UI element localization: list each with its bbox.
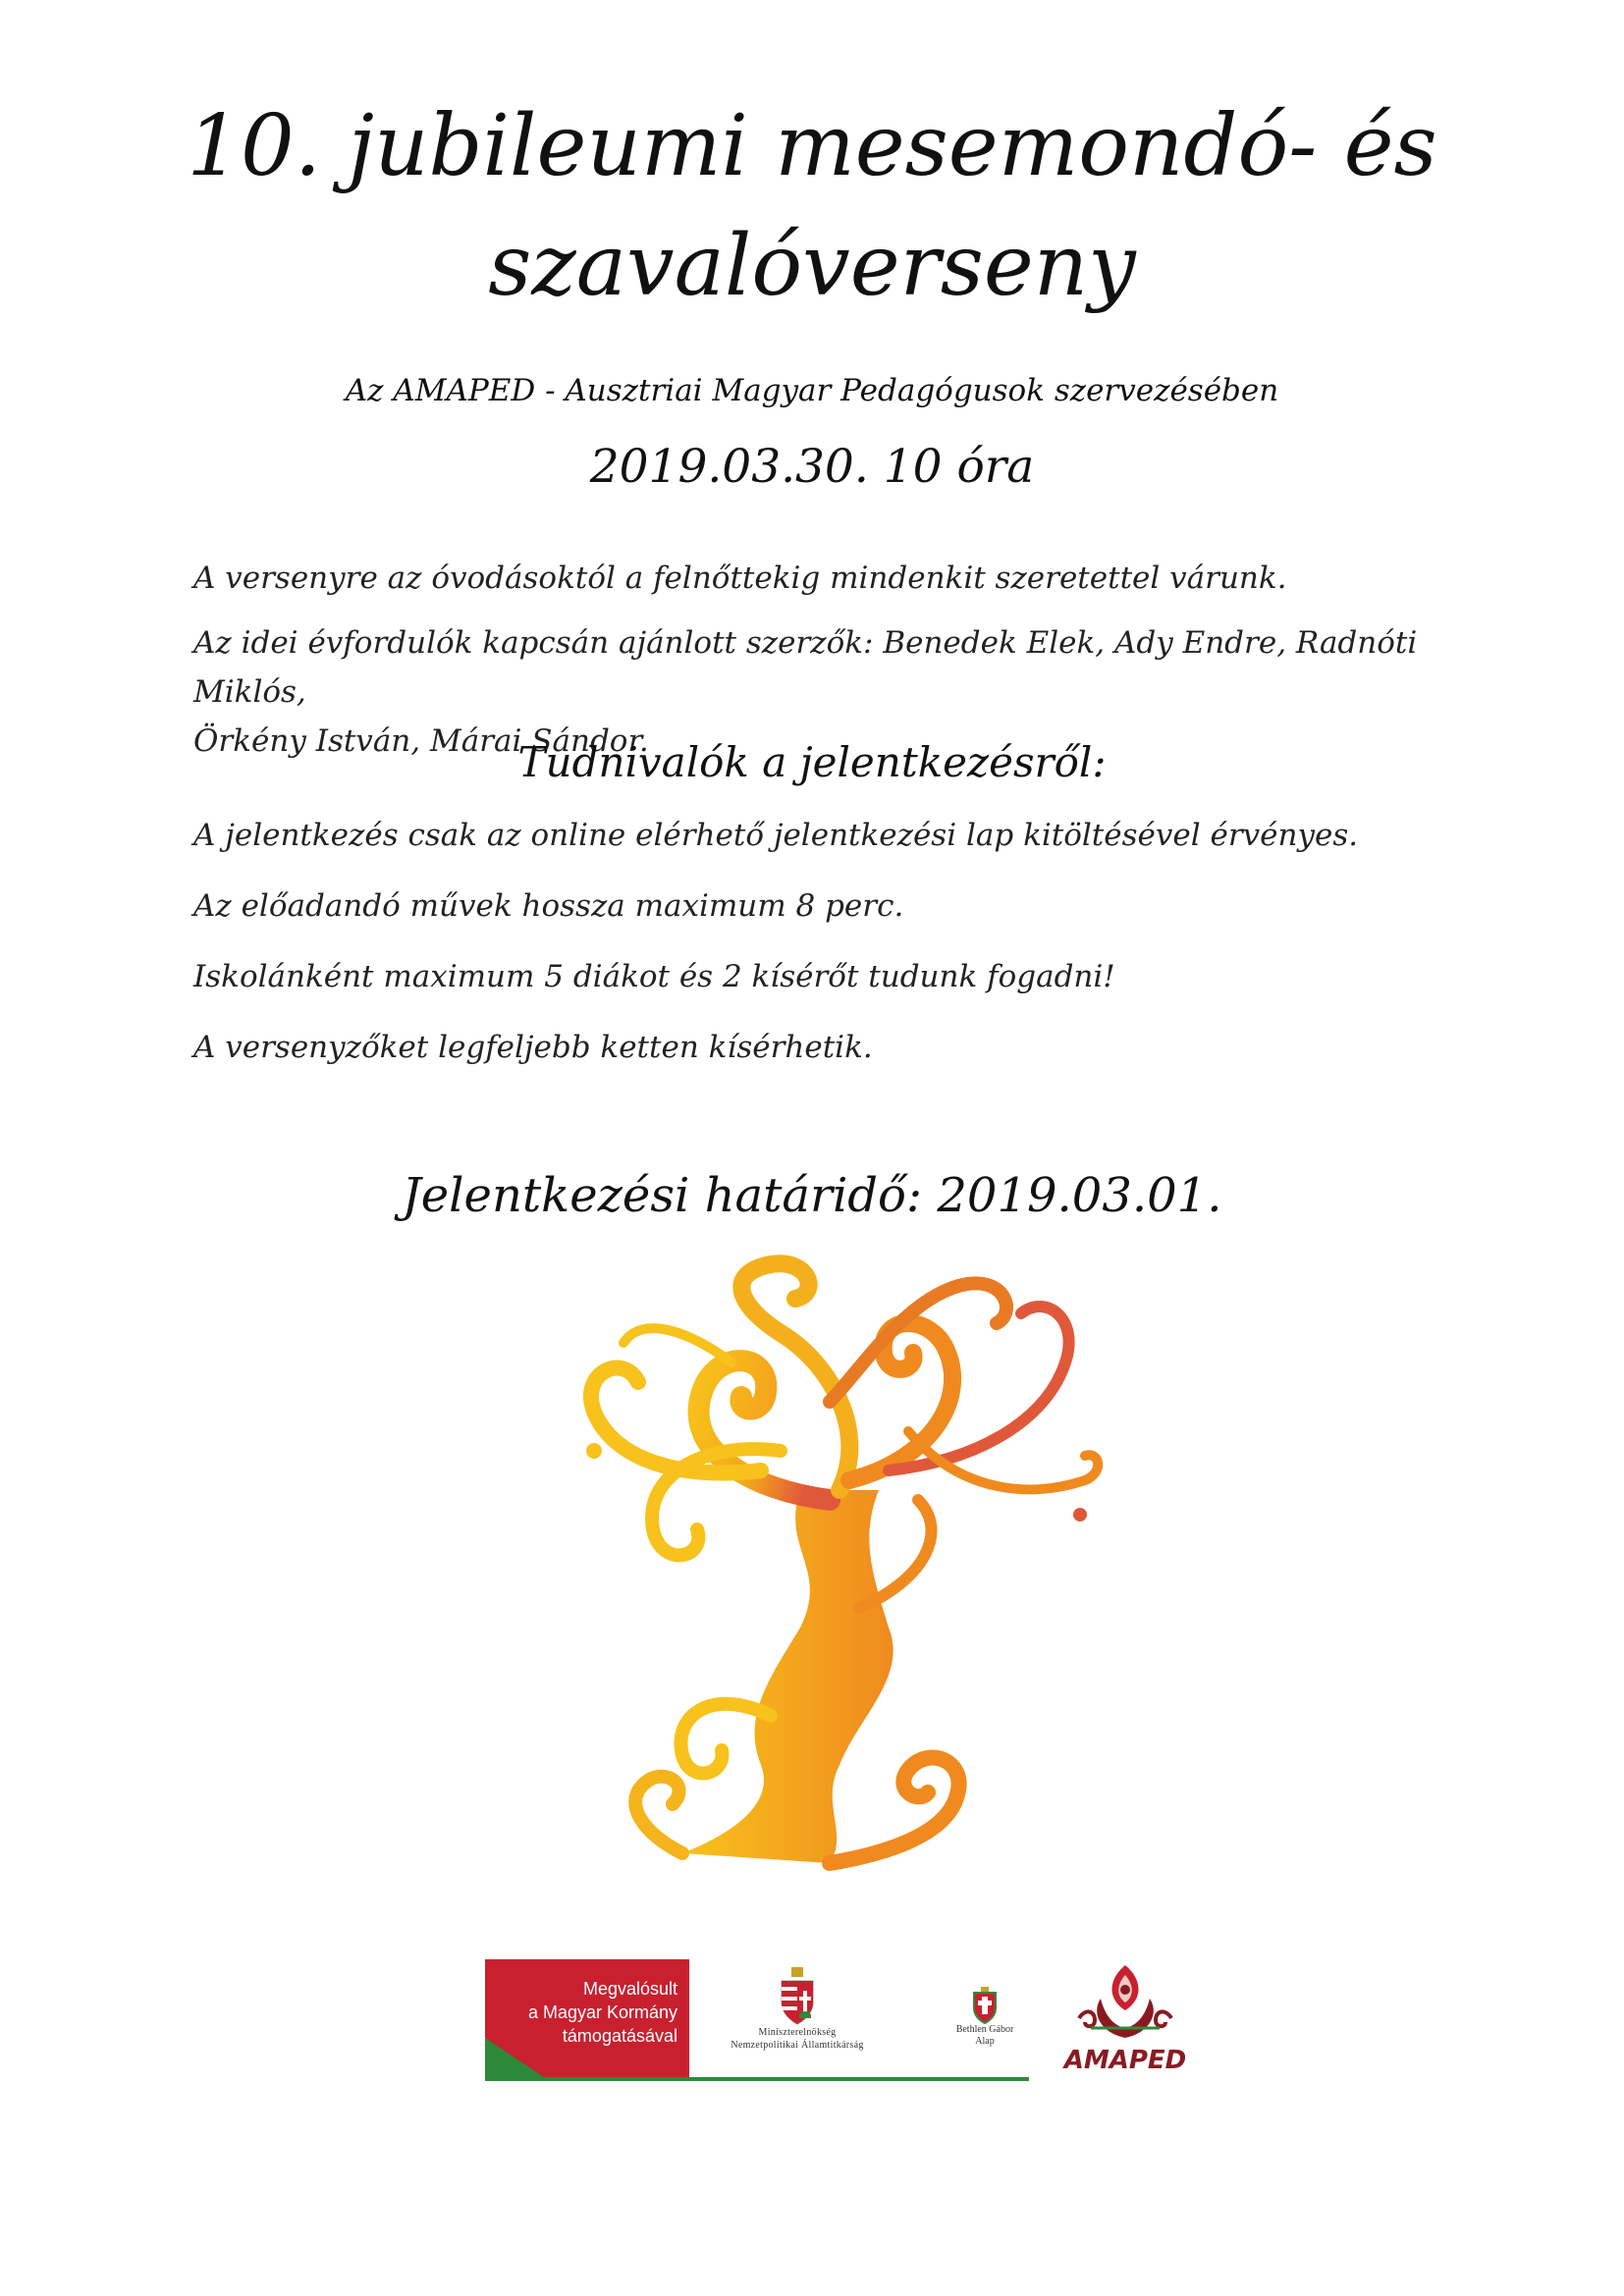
info-item: A versenyzőket legfeljebb ketten kísérhetik. <box>193 1030 873 1065</box>
bethlen-line-1: Bethlen Gábor <box>955 2024 1014 2035</box>
bethlen-gabor-logo <box>941 1979 1029 2077</box>
title-line-1: 10. jubileumi mesemondó- és <box>187 97 1437 195</box>
amaped-wordmark: AMAPED <box>1063 2046 1187 2075</box>
crown-dot <box>586 1443 602 1459</box>
green-corner <box>485 2038 544 2077</box>
intro-paragraph-1: A versenyre az óvodásoktól a felnőttekig mindenkit szeretettel várunk. <box>193 561 1287 596</box>
crown-dot <box>1073 1508 1087 1522</box>
gov-line-1: Megvalósult <box>582 1979 677 1999</box>
sponsor-logos <box>485 1959 1192 2087</box>
ministry-line-1: Miniszterelnökség <box>758 2027 837 2038</box>
crown-swirl <box>830 1283 1006 1402</box>
amaped-logo <box>1058 1959 1192 2087</box>
tree-trunk <box>682 1490 893 1863</box>
government-support-logo <box>485 1959 689 2077</box>
gov-line-3: támogatásával <box>562 2026 677 2046</box>
tree-illustration <box>535 1255 1114 1902</box>
logo-baseline <box>485 2077 1029 2081</box>
root-swirl-left <box>635 1777 682 1853</box>
ministry-logo <box>719 1959 876 2077</box>
bethlen-line-2: Alap <box>975 2036 995 2047</box>
info-item: Az előadandó művek hossza maximum 8 perc. <box>193 888 904 924</box>
deadline: Jelentkezési határidő: 2019.03.01. <box>402 1168 1222 1223</box>
info-item: Iskolánként maximum 5 diákot és 2 kísérőt tudunk fogadni! <box>193 959 1115 994</box>
info-item: A jelentkezés csak az online elérhető jelentkezési lap kitöltésével érvényes. <box>193 818 1359 853</box>
info-section-title: Tudnivalók a jelentkezésről: <box>517 738 1107 786</box>
title-line-2: szavalóverseny <box>488 217 1136 315</box>
hungarian-crest-icon <box>778 1967 817 2026</box>
amaped-emblem-icon <box>1071 1959 1179 2048</box>
root-swirl-right <box>830 1758 959 1863</box>
organizer-line: Az AMAPED - Ausztriai Magyar Pedagógusok szervezésében <box>345 373 1279 408</box>
intro-paragraph-2-line-2: Örkény István, Márai Sándor. <box>193 723 649 759</box>
bethlen-crest-icon <box>972 1987 998 2024</box>
ministry-line-2: Nemzetpolitikai Államtitkárság <box>731 2040 864 2051</box>
page-title <box>0 86 1624 326</box>
gov-line-2: a Magyar Kormány <box>527 2002 677 2022</box>
event-date: 2019.03.30. 10 óra <box>589 440 1035 494</box>
intro-paragraph-2-line-1: Az idei évfordulók kapcsán ajánlott szerzők: Benedek Elek, Ady Endre, Radnóti Miklós, <box>193 625 1418 710</box>
